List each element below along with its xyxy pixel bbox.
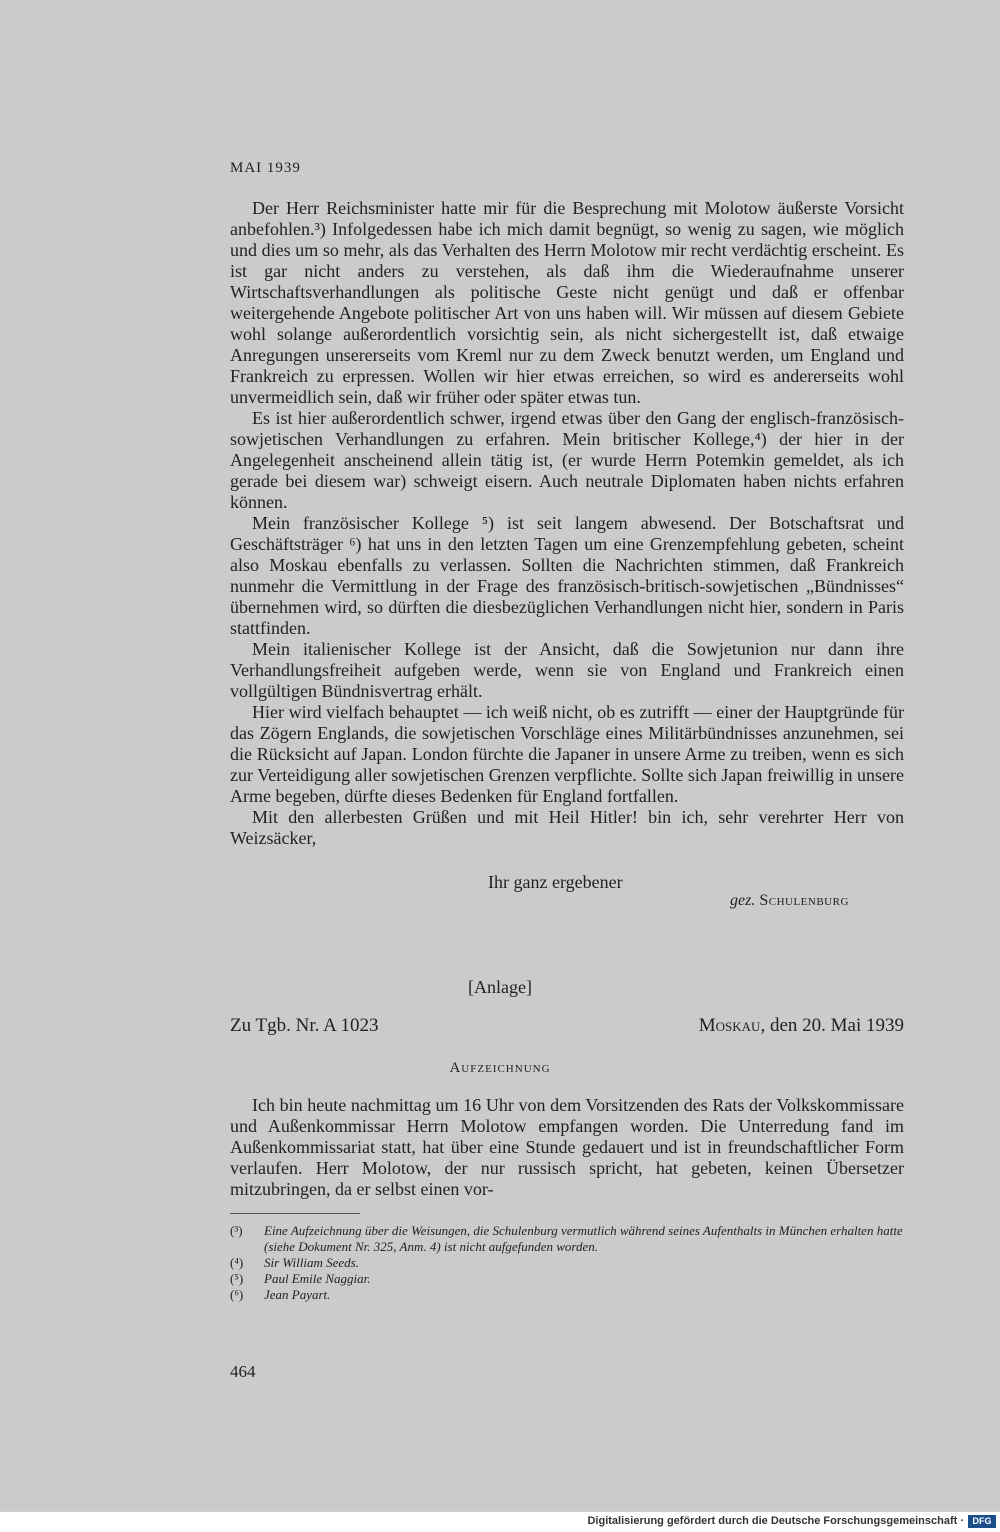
dateline bbox=[699, 1015, 904, 1037]
footnote-number: (⁴) bbox=[230, 1255, 244, 1270]
paragraph: Mein französischer Kollege ⁵) ist seit langem abwesend. Der Botschaftsrat und Geschäftsträger ⁶) hat uns in den letzten Tagen um eine Grenzempfehlung gebeten, scheint also Moskau ebenfalls zu verlassen. Sollten die Nachrichten stimmen, daß Frankreich nunmehr die Vermittlung in der Frage des französisch-britisch-sowjetischen „Bündnisses“ übernehmen wird, so dürften die diesbezüglichen Verhandlungen nicht hier, sondern in Paris stattfinden. bbox=[230, 513, 904, 638]
page-number: 464 bbox=[230, 1362, 256, 1381]
footnote-number: (⁵) bbox=[230, 1271, 244, 1286]
footnote bbox=[230, 1255, 904, 1271]
dfg-logo-icon: DFG bbox=[968, 1515, 996, 1528]
closing-formula: Ihr ganz ergebener bbox=[488, 872, 623, 892]
signature-prefix: gez. bbox=[730, 892, 756, 909]
footnote-text: Jean Payart. bbox=[264, 1287, 331, 1302]
footnote-text: Sir William Seeds. bbox=[264, 1255, 359, 1270]
letter-body bbox=[230, 198, 904, 849]
running-head: MAI 1939 bbox=[230, 160, 301, 176]
annex-label: [Anlage] bbox=[468, 977, 532, 997]
footnote-divider bbox=[230, 1213, 360, 1214]
dateline-date: , den 20. Mai 1939 bbox=[760, 1015, 904, 1036]
paragraph: Mein italienischer Kollege ist der Ansicht, daß die Sowjetunion nur dann ihre Verhandlungsfreiheit aufgeben werde, wenn sie von England und Frankreich einen vollgültigen Bündnisvertrag erhält. bbox=[230, 639, 904, 701]
paragraph: Der Herr Reichsminister hatte mir für die Besprechung mit Molotow äußerste Vorsicht anbefohlen.³) Infolgedessen habe ich mich damit begnügt, so wenig zu sagen, wie möglich und dies um so mehr, als das Verhalten des Herrn Molotow mir recht verdächtig erscheint. Es ist gar nicht anders zu verstehen, als daß ihm die Wiederaufnahme unserer Wirtschaftsverhandlungen als politische Geste nicht genügt und daß er offenbar weitergehende Angebote politischer Art von uns haben will. Wir müssen auf diesem Gebiete wohl solange außerordentlich vorsichtig sein, als nicht sichergestellt ist, daß etwaige Anregungen unsererseits vom Kreml nur zu dem Zweck benutzt werden, um England und Frankreich zu erpressen. Wollen wir hier etwas erreichen, so wird es andererseits wohl unvermeidlich sein, daß wir früher oder später etwas tun. bbox=[230, 198, 904, 407]
signature-name: Schulenburg bbox=[759, 892, 849, 909]
section-heading: Aufzeichnung bbox=[449, 1060, 551, 1076]
footer-credit: Digitalisierung gefördert durch die Deutsche Forschungsgemeinschaft · bbox=[587, 1515, 964, 1527]
footnote-number: (⁶) bbox=[230, 1287, 244, 1302]
footnote bbox=[230, 1287, 904, 1303]
footnotes bbox=[230, 1223, 904, 1303]
paragraph: Ich bin heute nachmittag um 16 Uhr von dem Vorsitzenden des Rats der Volkskommissare und Außenkommissar Herrn Molotow empfangen worden. Die Unterredung fand im Außenkommissariat statt, hat über eine Stunde gedauert und ist in freundschaftlicher Form verlaufen. Herr Molotow, der nur russisch spricht, hat gebeten, keinen Übersetzer mitzubringen, da er selbst einen vor- bbox=[230, 1095, 904, 1199]
footnote-text: Eine Aufzeichnung über die Weisungen, die Schulenburg vermutlich während seines Aufenthalts in München erhalten hatte (siehe Dokument Nr. 325, Anm. 4) ist nicht aufgefunden worden. bbox=[264, 1223, 903, 1254]
paragraph: Mit den allerbesten Grüßen und mit Heil Hitler! bin ich, sehr verehrter Herr von Weizsäcker, bbox=[230, 807, 904, 848]
paragraph: Hier wird vielfach behauptet — ich weiß nicht, ob es zutrifft — einer der Hauptgründe für das Zögern Englands, die sowjetischen Vorschläge eines Militärbündnisses anzunehmen, sei die Rücksicht auf Japan. London fürchte die Japaner in unsere Arme zu treiben, wenn es sich zur Verteidigung aller sowjetischen Grenzen verpflichte. Sollte sich Japan freiwillig in unsere Arme begeben, dürfte dieses Bedenken für England fortfallen. bbox=[230, 702, 904, 806]
record-body bbox=[230, 1095, 904, 1200]
dateline-city: Moskau bbox=[698, 1015, 761, 1036]
footnote-text: Paul Emile Naggiar. bbox=[264, 1271, 371, 1286]
reference-number: Zu Tgb. Nr. A 1023 bbox=[230, 1015, 379, 1036]
signature bbox=[730, 892, 849, 910]
footnote bbox=[230, 1271, 904, 1287]
footnote bbox=[230, 1223, 904, 1255]
footer-bar bbox=[0, 1512, 1000, 1532]
paragraph: Es ist hier außerordentlich schwer, irgend etwas über den Gang der englisch-französisch-sowjetischen Verhandlungen zu erfahren. Mein britischer Kollege,⁴) der hier in der Angelegenheit anscheinend allein tätig ist, (er wurde Herrn Potemkin gemeldet, als ich gerade bei diesem war) schweigt eisern. Auch neutrale Diplomaten haben nichts erfahren können. bbox=[230, 408, 904, 512]
footnote-number: (³) bbox=[230, 1223, 243, 1238]
